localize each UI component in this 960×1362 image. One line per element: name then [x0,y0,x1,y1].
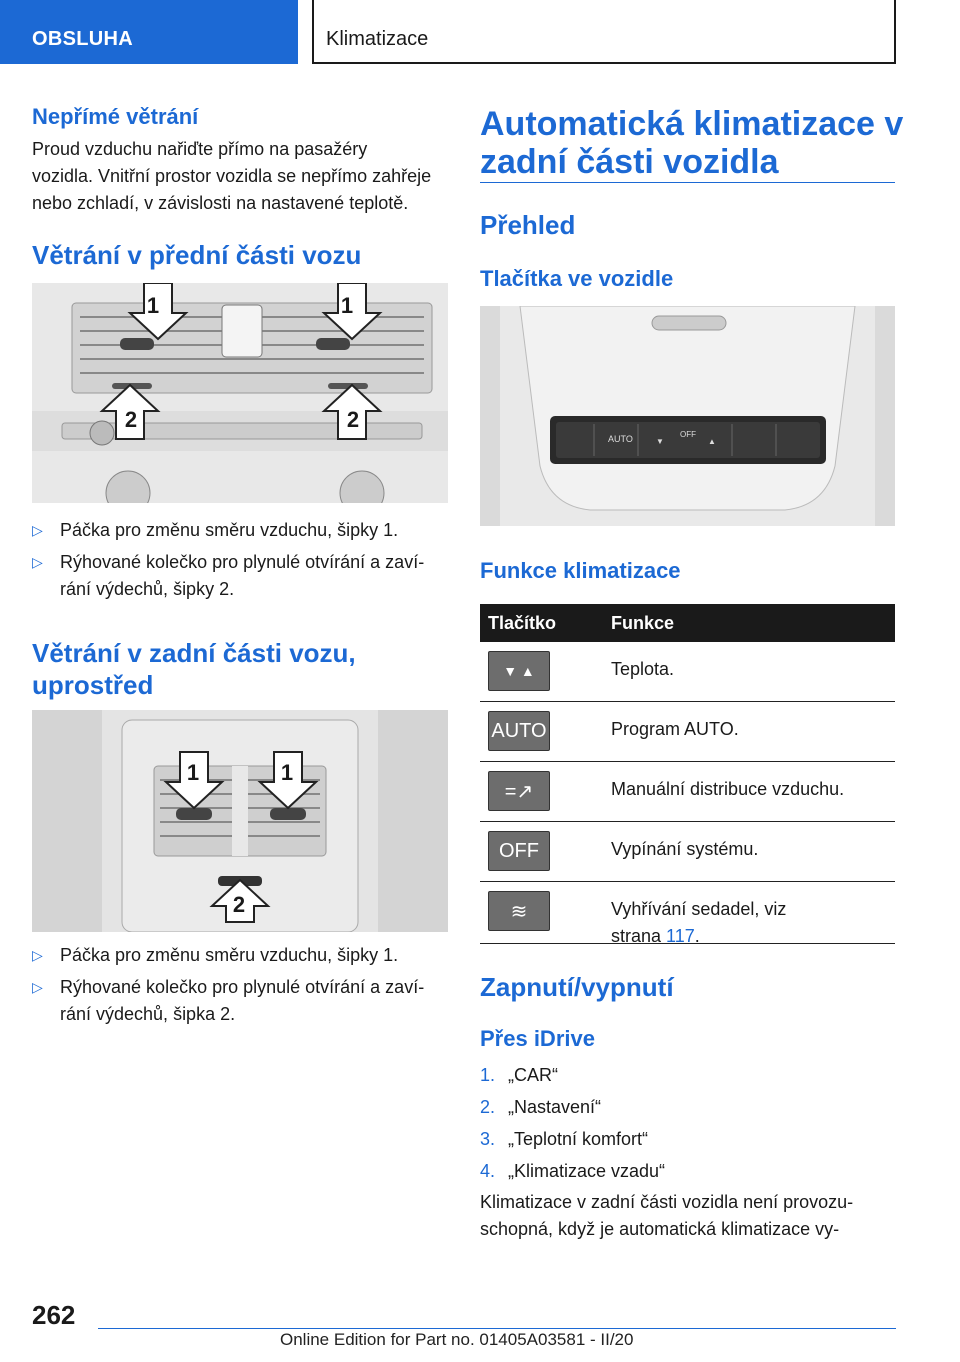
para-end-1: Klimatizace v zadní části vozidla není provozu‐ [480,1192,854,1212]
heading-neprime: Nepřímé větrání [32,104,199,129]
off-button-icon: OFF [488,831,550,871]
heading-funkce: Funkce klimatizace [480,558,681,583]
heading-tlacitka: Tlačítka ve vozidle [480,266,674,291]
heading-zadni-2: uprostřed [32,670,154,700]
fig2-label-1b: 1 [280,760,294,785]
svg-text:▼: ▼ [656,437,664,446]
table-row: AUTO Program AUTO. [480,702,895,762]
section-label: OBSLUHA [32,28,133,50]
panel-auto-label: AUTO [608,434,633,444]
page-number: 262 [32,1300,76,1330]
heading-predni: Větrání v přední části vozu [32,240,362,270]
seat-heating-icon: ≋ [488,891,550,931]
fig1-label-1b: 1 [340,293,354,318]
rear-panel-figure [480,306,895,526]
svg-text:▲: ▲ [708,437,716,446]
heading-zadni-1: Větrání v zadní části vozu, [32,638,356,668]
fig1-label-2b: 2 [346,407,360,432]
fig1-label-1a: 1 [146,293,160,318]
heading-rule [480,182,895,183]
footer-rule [98,1328,896,1329]
triangle-bullet-icon: ▷ [32,554,43,570]
col-funkce: Funkce [611,613,675,633]
air-distribution-icon: =↗ [488,771,550,811]
heading-auto-2: zadní části vozidla [480,143,779,181]
rear-vents-figure [32,710,448,932]
para-neprime-2: vozidla. Vnitřní prostor vozidla se nepřímo zahřeje [32,166,432,186]
panel-off-label: OFF [680,430,696,439]
table-row: ≋ Vyhřívání sedadel, viz strana 117. [480,882,895,944]
triangle-bullet-icon: ▷ [32,979,43,995]
heading-prehled: Přehled [480,210,576,240]
section-tab [0,0,298,64]
table-row: ▼ ▲ Teplota. [480,642,895,702]
fig2-label-2: 2 [232,892,246,917]
front-vents-figure [32,283,448,503]
col-tlacitko: Tlačítko [488,613,557,633]
para-end-2: schopná, když je automatická klimatizace vy‐ [480,1219,840,1239]
chapter-label: Klimatizace [326,28,429,50]
table-row: OFF Vypínání systému. [480,822,895,882]
heading-auto-1: Automatická klimatizace v [480,105,904,143]
triangle-bullet-icon: ▷ [32,947,43,963]
fig2-label-1a: 1 [186,760,200,785]
table-header [480,604,895,642]
auto-button-icon: AUTO [488,711,550,751]
page-link[interactable]: 117 [666,926,695,946]
para-neprime-3: nebo zchladí, v závislosti na nastavené teplotě. [32,193,409,213]
para-neprime-1: Proud vzduchu nařiďte přímo na pasažéry [32,139,368,159]
temperature-arrows-icon: ▼ ▲ [488,651,550,691]
heading-idrive: Přes iDrive [480,1026,595,1051]
edition-text: Online Edition for Part no. 01405A03581 - II/20 [280,1330,634,1349]
chapter-tab [312,0,896,64]
fig1-label-2a: 2 [124,407,138,432]
heading-zapnuti: Zapnutí/vypnutí [480,972,674,1002]
triangle-bullet-icon: ▷ [32,522,43,538]
table-row: =↗ Manuální distribuce vzduchu. [480,762,895,822]
